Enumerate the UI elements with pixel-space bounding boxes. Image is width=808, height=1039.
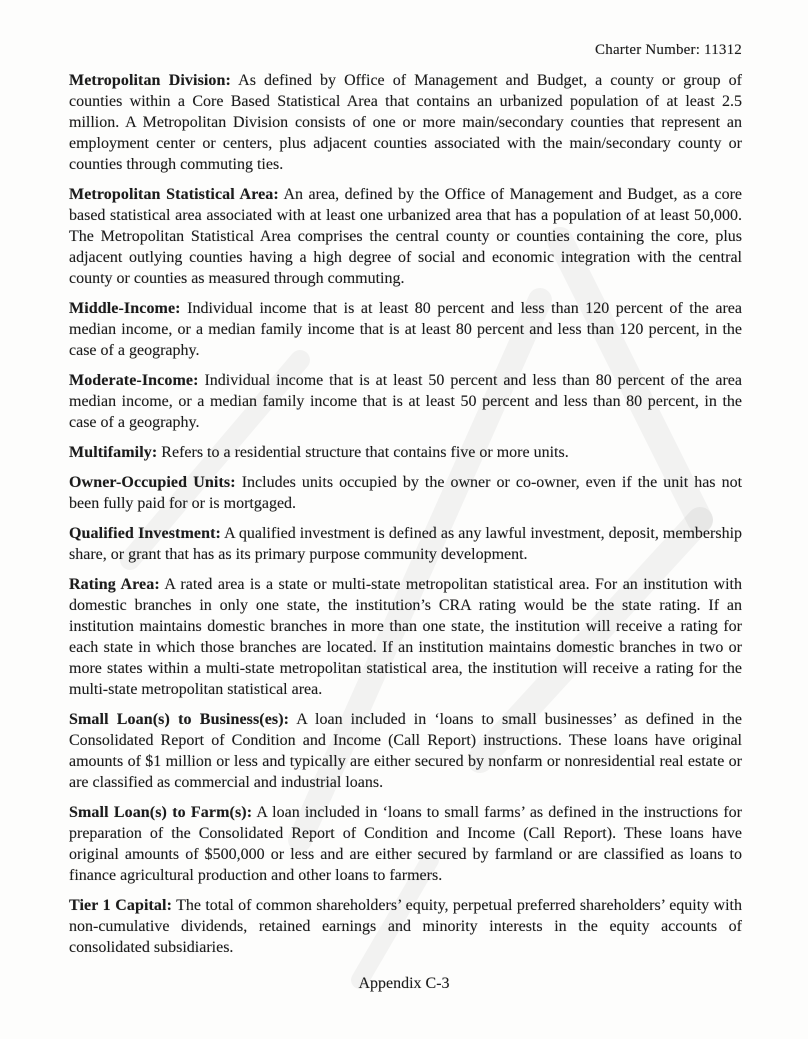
definition-paragraph — [69, 184, 742, 289]
definition-text: Refers to a residential structure that contains five or more units. — [157, 444, 569, 461]
definition-term: Small Loan(s) to Farm(s): — [69, 804, 253, 821]
definitions-list — [69, 70, 742, 967]
definition-paragraph — [69, 370, 742, 433]
definition-paragraph — [69, 574, 742, 700]
definition-term: Rating Area: — [69, 576, 160, 593]
definition-text: The total of common shareholders’ equity, perpetual preferred shareholders’ equity with non-cumulative dividends, retained earnings and minority interests in the equity accounts of consolidated subsidiaries. — [69, 897, 742, 956]
definition-term: Metropolitan Division: — [69, 72, 231, 89]
definition-text: A loan included in ‘loans to small farms’ as defined in the instructions for preparation of the Consolidated Report of Condition and Income (Call Report). These loans have original amounts of $500,000 or less and are either secured by farmland or are classified as loans to finance agricultural production and other loans to farmers. — [69, 804, 742, 884]
definition-text: A qualified investment is defined as any lawful investment, deposit, membership share, or grant that has as its primary purpose community development. — [69, 525, 743, 563]
definition-term: Metropolitan Statistical Area: — [69, 186, 279, 203]
definition-text: Individual income that is at least 50 percent and less than 80 percent of the area median income, or a median family income that is at least 50 percent and less than 80 percent, in the case of a geography. — [69, 372, 742, 431]
definition-text: A rated area is a state or multi-state metropolitan statistical area. For an institution with domestic branches in only one state, the institution’s CRA rating would be the state rating. If an institution maintains domestic branches in more than one state, the institution will receive a rating for each state in which those branches are located. If an institution maintains domestic branches in two or more states within a multi-state metropolitan statistical area, the institution will receive a rating for the multi-state metropolitan statistical area. — [69, 576, 742, 698]
definition-paragraph — [69, 802, 742, 886]
page-footer: Appendix C-3 — [358, 975, 450, 992]
definition-term: Multifamily: — [69, 444, 158, 461]
definition-term: Owner-Occupied Units: — [69, 474, 236, 491]
definition-text: A loan included in ‘loans to small businesses’ as defined in the Consolidated Report of Condition and Income (Call Report) instructions. These loans have original amounts of $1 million or less and typically are either secured by nonfarm or nonresidential real estate or are classified as commercial and industrial loans. — [69, 711, 742, 791]
definition-paragraph — [69, 709, 742, 793]
definition-paragraph — [69, 70, 742, 175]
definition-term: Tier 1 Capital: — [69, 897, 172, 914]
definition-text: Includes units occupied by the owner or co-owner, even if the unit has not been fully paid for or is mortgaged. — [69, 474, 743, 512]
definition-term: Qualified Investment: — [69, 525, 221, 542]
definition-text: An area, defined by the Office of Management and Budget, as a core based statistical area associated with at least one urbanized area that has a population of at least 50,000. The Metropolitan Statistical Area comprises the central county or counties containing the core, plus adjacent outlying counties having a high degree of social and economic integration with the central county or counties as measured through commuting. — [69, 186, 742, 287]
definition-paragraph — [69, 523, 742, 565]
definition-paragraph — [69, 895, 742, 958]
definition-paragraph — [69, 442, 742, 463]
definition-term: Small Loan(s) to Business(es): — [69, 711, 290, 728]
definition-text: Individual income that is at least 80 percent and less than 120 percent of the area median income, or a median family income that is at least 80 percent and less than 120 percent, in the case of a geography. — [69, 300, 742, 359]
definition-text: As defined by Office of Management and Budget, a county or group of counties within a Core Based Statistical Area that contains an urbanized population of at least 2.5 million. A Metropolitan Division consists of one or more main/secondary counties that represent an employment center or centers, plus adjacent counties associated with the main/secondary county or counties through commuting ties. — [69, 72, 743, 173]
definition-paragraph — [69, 298, 742, 361]
definition-term: Middle-Income: — [69, 300, 181, 317]
definition-term: Moderate-Income: — [69, 372, 199, 389]
charter-number: Charter Number: 11312 — [595, 42, 742, 58]
definition-paragraph — [69, 472, 742, 514]
